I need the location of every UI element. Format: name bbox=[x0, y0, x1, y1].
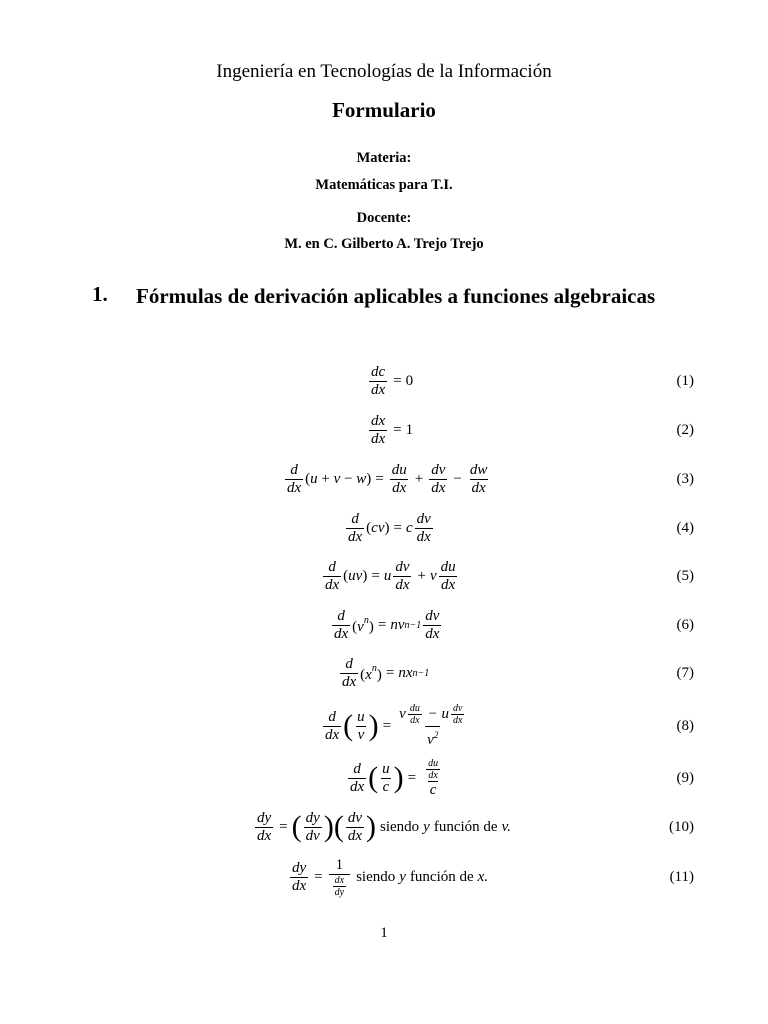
page-number: 1 bbox=[380, 925, 388, 941]
equation-10: $\frac{dy}{dx}$ = ( $\frac{dy}{dv}$ ) ( $\frac{dv}{dx}$ ) siendo y función de v. (10) bbox=[0, 803, 768, 851]
eq11-note-siendo: siendo bbox=[356, 868, 396, 885]
equation-number: (11) bbox=[669, 868, 694, 885]
eq10-note-siendo: siendo bbox=[379, 818, 420, 835]
equation-number: (4) bbox=[676, 519, 694, 536]
eq11-note-var2: x. bbox=[477, 868, 489, 885]
equation-3: $\frac{d}{dx}$ (u + v − w) = $\frac{du}{dx}$ + $\frac{dv}{dx}$ − $\frac{dw}{dx}$ (3) bbox=[0, 455, 768, 503]
equation-9: $\frac{d}{dx}$ ( $\frac{u}{c}$ ) = $\frac{\frac{du}{dx}}{c}$ (9) bbox=[0, 754, 768, 802]
document-title: Formulario bbox=[332, 98, 436, 122]
equation-1: $\frac{dc}{dx}$ = 0 (1) bbox=[0, 357, 768, 405]
equation-8: $\frac{d}{dx}$ ( $\frac{u}{v}$ ) = v $\frac{du}{dx}$ − u $\frac{dv}{dx}$ $v^2$ (8) bbox=[325, 703, 694, 748]
docente-value: M. en C. Gilberto A. Trejo Trejo bbox=[284, 236, 484, 252]
eq10-note-var: y bbox=[423, 818, 430, 835]
equation-7: $\frac{d}{dx}$ $(x^n)$ = nx n−1 (7) bbox=[0, 649, 768, 697]
equation-number: (2) bbox=[676, 421, 694, 438]
equation-11: $\frac{dy}{dx}$ = $\frac{1}{\frac{dx}{dy}}$ siendo y función de x. (11) bbox=[0, 853, 768, 901]
equation-2: $\frac{dx}{dx}$ = 1 (2) bbox=[0, 406, 768, 454]
equation-number: (5) bbox=[676, 567, 694, 584]
eq10-note-rest: función de bbox=[433, 818, 498, 835]
equation-number: (9) bbox=[676, 769, 694, 786]
eq11-note-rest: función de bbox=[409, 868, 474, 885]
docente-label: Docente: bbox=[356, 210, 412, 226]
materia-value: Matemáticas para T.I. bbox=[315, 177, 453, 193]
equation-6: $\frac{d}{dx}$ $(v^n)$ = nv n−1 $\frac{dv}{dx}$ (6) bbox=[0, 601, 768, 649]
institution-name: Ingeniería en Tecnologías de la Información bbox=[216, 61, 552, 82]
section-title: Fórmulas de derivación aplicables a funciones algebraicas bbox=[136, 284, 656, 308]
equation-4: $\frac{d}{dx}$ (cv) = c $\frac{dv}{dx}$ (4) bbox=[0, 504, 768, 552]
equation-number: (6) bbox=[676, 616, 694, 633]
equation-number: (10) bbox=[669, 818, 694, 835]
eq10-note-var2: v. bbox=[501, 818, 511, 835]
equation-number: (3) bbox=[676, 470, 694, 487]
eq11-note-var: y bbox=[399, 868, 406, 885]
equation-number: (8) bbox=[676, 717, 694, 734]
section-number: 1. bbox=[92, 282, 108, 306]
equation-5: $\frac{d}{dx}$ (uv) = u $\frac{dv}{dx}$ + v $\frac{du}{dx}$ (5) bbox=[0, 552, 768, 600]
materia-label: Materia: bbox=[356, 150, 412, 166]
equation-number: (7) bbox=[676, 664, 694, 681]
equation-number: (1) bbox=[676, 372, 694, 389]
